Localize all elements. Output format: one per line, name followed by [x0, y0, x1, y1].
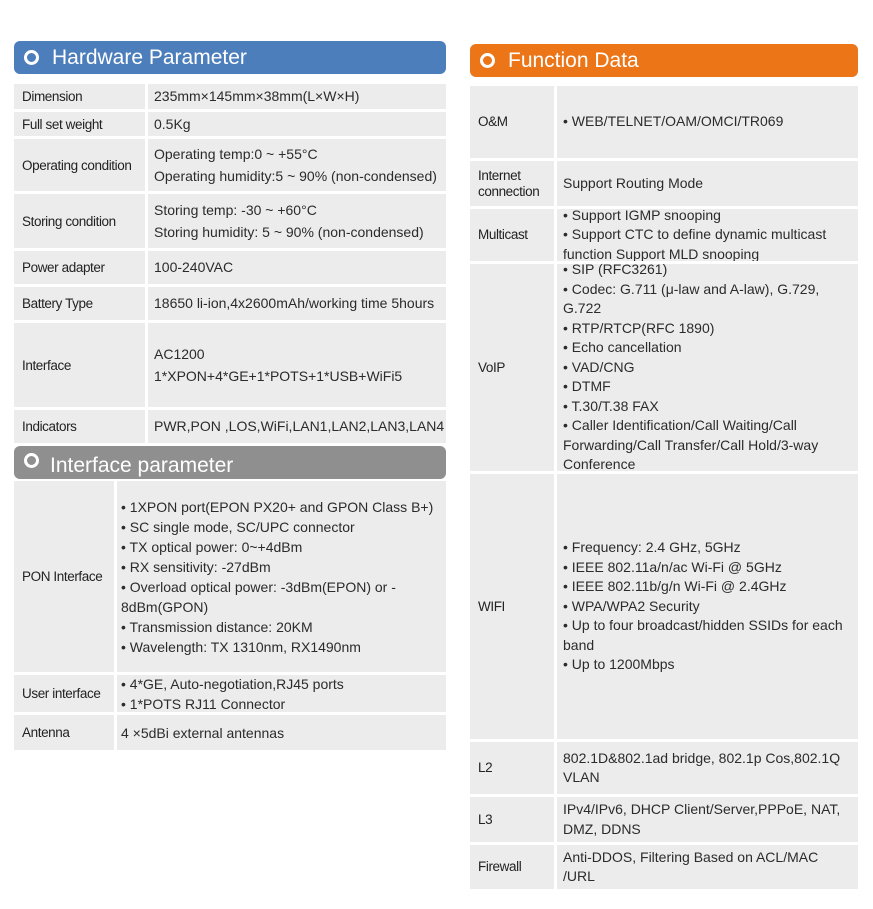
value-line: VLAN — [563, 769, 600, 785]
row-value — [145, 112, 446, 136]
function-data-table — [470, 86, 858, 889]
right-column — [470, 44, 858, 892]
circle-bullet-icon — [24, 50, 39, 65]
row-value — [554, 264, 858, 471]
row-value — [145, 287, 446, 320]
table-row — [14, 194, 446, 248]
value-line: • TX optical power: 0~+4dBm — [121, 538, 303, 555]
row-label: Dimension — [22, 89, 83, 104]
value-line: • Support CTC to define dynamic multicast — [563, 226, 827, 243]
value-line: • Frequency: 2.4 GHz, 5GHz — [563, 539, 741, 556]
value-line: Forwarding/Call Transfer/Call Hold/3-way — [563, 436, 819, 453]
row-value — [145, 84, 446, 109]
value-line: Operating temp:0 ~ +55°C — [154, 145, 318, 162]
row-value — [554, 797, 858, 842]
value-line: band — [563, 636, 595, 653]
row-label: Full set weight — [22, 116, 103, 132]
value-line: Operating humidity:5 ~ 90% (non-condensed) — [154, 168, 437, 184]
value-line: • Up to 1200Mbps — [563, 656, 675, 673]
circle-bullet-icon — [24, 453, 39, 468]
row-label: Interface — [22, 357, 71, 373]
value-line: 18650 li-ion,4x2600mAh/working time 5hours — [154, 295, 435, 312]
value-line: 1*XPON+4*GE+1*POTS+1*USB+WiFi5 — [154, 368, 403, 384]
value-line: • WPA/WPA2 Security — [563, 597, 700, 614]
row-value — [145, 194, 446, 248]
row-label: Battery Type — [22, 296, 93, 311]
row-label: L3 — [478, 811, 493, 827]
circle-bullet-icon — [480, 53, 495, 68]
value-line: Support Routing Mode — [563, 174, 704, 191]
table-row — [470, 264, 858, 471]
value-line: • Wavelength: TX 1310nm, RX1490nm — [121, 638, 361, 655]
table-row — [14, 481, 446, 672]
hardware-parameter-header — [14, 41, 446, 74]
left-column — [14, 41, 446, 753]
value-line: • VAD/CNG — [563, 358, 635, 375]
value-line: IPv4/IPv6, DHCP Client/Server,PPPoE, NAT, — [563, 801, 841, 817]
table-row — [14, 715, 446, 750]
row-value — [554, 742, 858, 794]
value-line: Anti-DDOS, Filtering Based on ACL/MAC — [563, 848, 819, 865]
row-value — [554, 474, 858, 739]
section-title: Function Data — [508, 49, 639, 72]
row-label: User interface — [22, 686, 101, 701]
row-value — [554, 161, 858, 206]
value-line: 0.5Kg — [154, 115, 191, 132]
table-row — [14, 112, 446, 136]
row-label: VoIP — [478, 359, 505, 375]
value-line: • RX sensitivity: -27dBm — [121, 558, 271, 575]
value-line: • SC single mode, SC/UPC connector — [121, 518, 355, 535]
section-title: Hardware Parameter — [52, 46, 247, 69]
interface-parameter-header — [14, 446, 446, 479]
value-line: • IEEE 802.11a/n/ac Wi-Fi @ 5GHz — [563, 558, 782, 575]
value-line: AC1200 — [154, 345, 205, 362]
value-line: • T.30/T.38 FAX — [563, 397, 659, 414]
row-label: Indicators — [22, 419, 77, 434]
value-line: DMZ, DDNS — [563, 820, 641, 837]
table-row — [14, 84, 446, 109]
table-row — [470, 845, 858, 889]
value-line: • Up to four broadcast/hidden SSIDs for each — [563, 617, 843, 634]
table-row — [470, 209, 858, 261]
row-label: WIFI — [478, 598, 505, 614]
value-line: function Support MLD snooping — [563, 245, 760, 261]
value-line: • SIP (RFC3261) — [563, 264, 668, 278]
value-line: • WEB/TELNET/OAM/OMCI/TR069 — [563, 113, 784, 130]
value-line: 8dBm(GPON) — [121, 598, 209, 615]
row-value — [145, 323, 446, 407]
value-line: • RTP/RTCP(RFC 1890) — [563, 319, 715, 336]
value-line: • Caller Identification/Call Waiting/Call — [563, 417, 797, 434]
interface-parameter-table — [14, 481, 446, 750]
table-row — [470, 474, 858, 739]
table-row — [470, 797, 858, 842]
value-line: • Overload optical power: -3dBm(EPON) or - — [121, 578, 396, 595]
row-value — [114, 675, 446, 712]
value-line: • Codec: G.711 (μ-law and A-law), G.729, — [563, 280, 820, 297]
value-line: • DTMF — [563, 378, 611, 395]
value-line: • IEEE 802.11b/g/n Wi-Fi @ 2.4GHz — [563, 578, 787, 595]
row-label: PON Interface — [22, 569, 103, 584]
value-line: 235mm×145mm×38mm(L×W×H) — [154, 88, 360, 105]
row-label: Internet connection — [478, 167, 540, 199]
row-value — [145, 251, 446, 284]
value-line: 4 ×5dBi external antennas — [121, 724, 285, 741]
hardware-parameter-table — [14, 84, 446, 443]
table-row — [14, 139, 446, 191]
row-label: Power adapter — [22, 260, 105, 275]
table-row — [470, 742, 858, 794]
table-row — [14, 675, 446, 712]
value-line: • 4*GE, Auto-negotiation,RJ45 ports — [121, 675, 344, 692]
table-row — [14, 410, 446, 443]
table-row — [14, 251, 446, 284]
value-line: • 1*POTS RJ11 Connector — [121, 695, 286, 712]
value-line: • Transmission distance: 20KM — [121, 618, 313, 635]
row-value — [554, 845, 858, 889]
value-line: • Echo cancellation — [563, 339, 682, 356]
value-line: • 1XPON port(EPON PX20+ and GPON Class B+) — [121, 498, 434, 515]
value-line: 100-240VAC — [154, 259, 234, 276]
value-line: G.722 — [563, 300, 602, 317]
row-value — [145, 139, 446, 191]
row-value — [114, 715, 446, 750]
value-line: • Support IGMP snooping — [563, 209, 721, 223]
row-label: Firewall — [478, 859, 522, 874]
table-row — [14, 323, 446, 407]
table-row — [470, 161, 858, 206]
value-line: Conference — [563, 456, 636, 471]
table-row — [470, 86, 858, 158]
row-label: L2 — [478, 760, 493, 775]
table-row — [14, 287, 446, 320]
row-label: O&M — [478, 114, 508, 129]
row-value — [145, 410, 446, 443]
row-value — [554, 86, 858, 158]
row-value — [554, 209, 858, 261]
value-line: PWR,PON ,LOS,WiFi,LAN1,LAN2,LAN3,LAN4 — [154, 418, 445, 435]
row-value — [114, 481, 446, 672]
row-label: Antenna — [22, 725, 70, 740]
row-label: Storing condition — [22, 213, 116, 229]
function-data-header — [470, 44, 858, 77]
value-line: Storing temp: -30 ~ +60°C — [154, 201, 317, 218]
value-line: 802.1D&802.1ad bridge, 802.1p Cos,802.1Q — [563, 749, 841, 766]
value-line: Storing humidity: 5 ~ 90% (non-condensed) — [154, 224, 424, 240]
row-label: Operating condition — [22, 157, 132, 173]
value-line: /URL — [563, 868, 595, 884]
row-label: Multicast — [478, 227, 528, 242]
section-title: Interface parameter — [50, 454, 234, 477]
